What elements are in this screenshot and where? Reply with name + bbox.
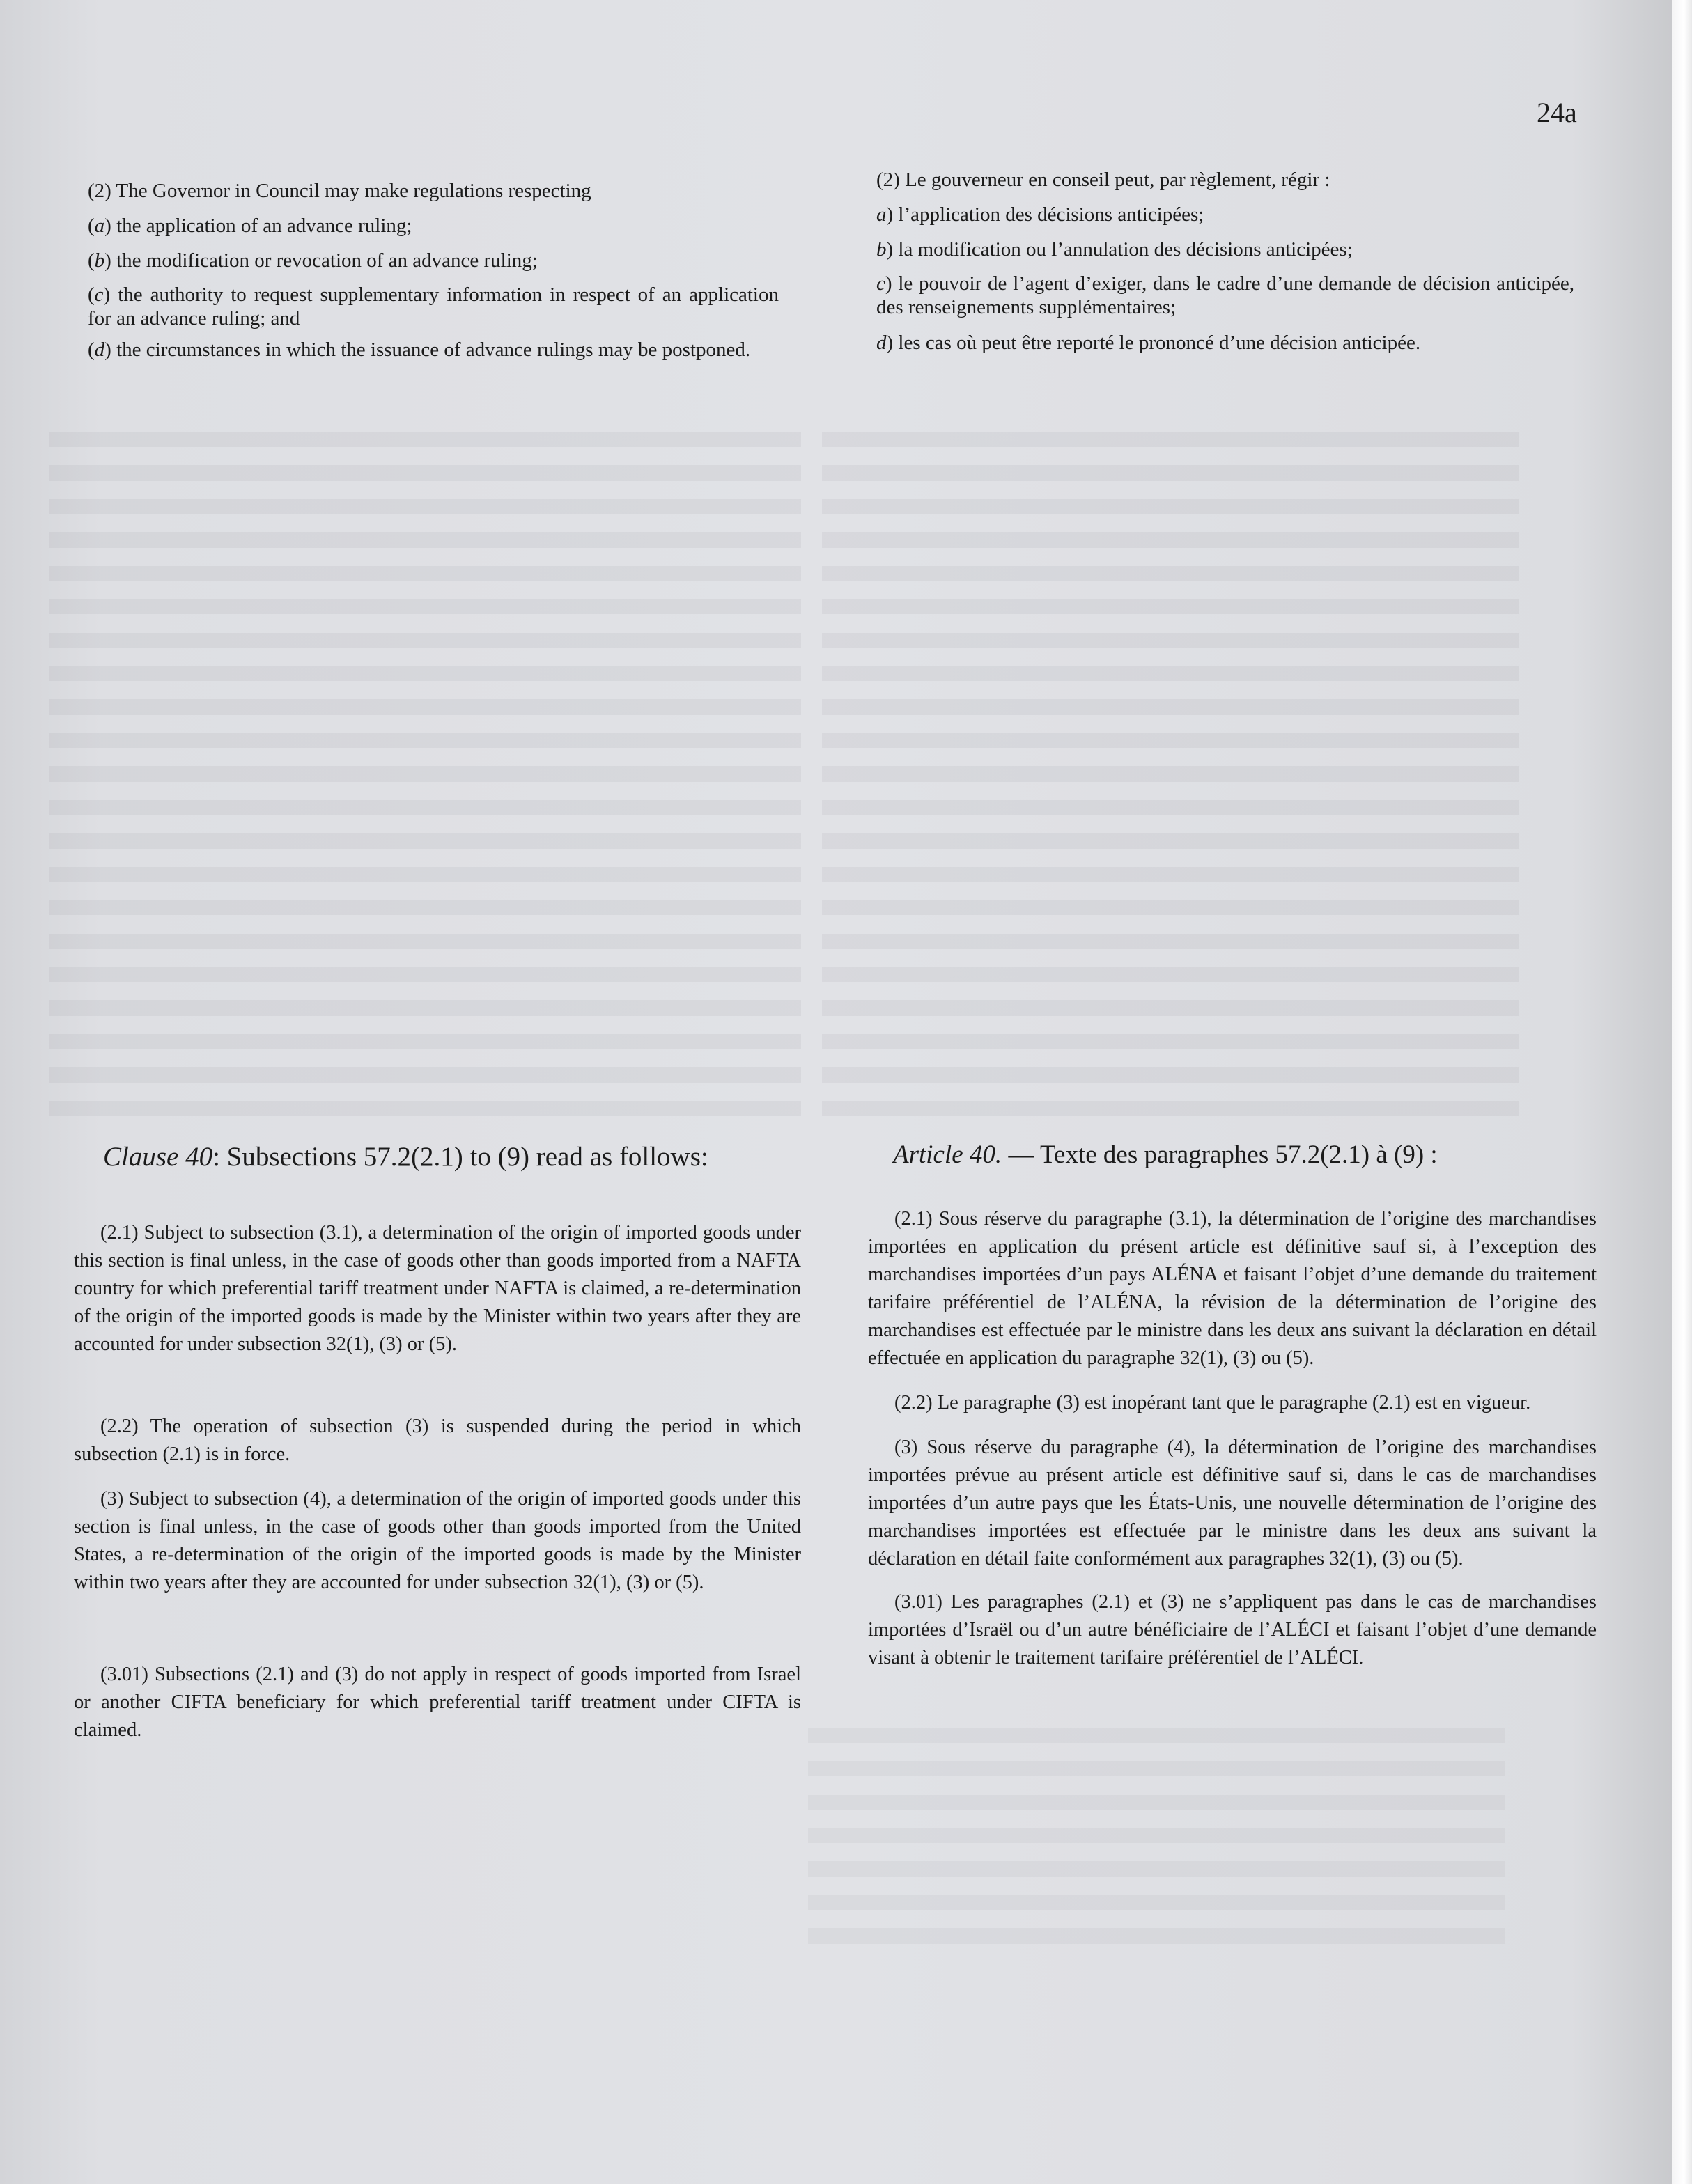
paragraph-2-2: (2.2) The operation of subsection (3) is suspended during the period in which subsection (2.1) is in force. [74, 1416, 801, 1465]
clause-heading-text: — Texte des paragraphes 57.2(2.1) à (9) : [1002, 1140, 1438, 1169]
item-marker: c [876, 272, 885, 295]
item-marker: b [876, 238, 887, 261]
clause-label: Article 40. [893, 1140, 1002, 1169]
bleed-through-left [49, 432, 801, 1129]
page-edge [1672, 0, 1692, 2184]
item-marker: d [876, 332, 887, 354]
clause-body-fr [868, 1205, 1597, 1672]
clause-heading-fr [893, 1137, 1590, 1173]
clause-heading-en [74, 1138, 794, 1176]
regulations-en-item-a: (a) the application of an advance ruling; [88, 215, 412, 237]
paragraph-2-1: (2.1) Subject to subsection (3.1), a determination of the origin of imported goods under this section is final unless, in the case of goods other than goods imported from a NAFTA country for which preferential tariff treatment under NAFTA is claimed, a re-determination of the origin of the imported goods is made by the Minister within two years after they are accounted for under subsection 32(1), (3) or (5). [74, 1222, 801, 1355]
item-marker: d [94, 339, 105, 361]
item-marker: b [94, 249, 105, 272]
paragraph-2-1: (2.1) Sous réserve du paragraphe (3.1), la détermination de l’origine des marchandises importées en application du présent article est définitive sauf si, à l’exception des marchandises importées d’un pays ALÉNA et faisant l’objet d’une demande du traitement tarifaire préférentiel de l’ALÉNA, la révision de la détermination de l’origine des marchandises est effectuée par le ministre dans les deux ans suivant la déclaration en détail effectuée en application du paragraphe 32(1), (3) ou (5). [868, 1208, 1597, 1369]
paragraph-3: (3) Subject to subsection (4), a determination of the origin of imported goods under this section is final unless, in the case of goods other than goods imported from the United States, a re-determination of the origin of the imported goods is made by the Minister within two years after they are accounted for under subsection 32(1), (3) or (5). [74, 1488, 801, 1593]
regulations-fr-item-d: d) les cas où peut être reporté le prononcé d’une décision anticipée. [876, 332, 1421, 354]
item-marker: a [876, 203, 887, 226]
item-marker: c [94, 284, 104, 306]
clause-body-en [74, 1219, 801, 1744]
regulations-fr-item-c: c) le pouvoir de l’agent d’exiger, dans le cadre d’une demande de décision anticipée, des renseignements supplémentaires; [876, 272, 1574, 318]
regulations-en-item-c: (c) the authority to request supplementary information in respect of an application for an advance ruling; and [88, 284, 779, 330]
regulations-fr [876, 163, 1574, 361]
bleed-through-right [822, 432, 1519, 1129]
bleed-through-bottom [808, 1728, 1505, 1951]
regulations-en-intro: (2) The Governor in Council may make regulations respecting [88, 180, 591, 202]
paragraph-3: (3) Sous réserve du paragraphe (4), la détermination de l’origine des marchandises importées prévue au présent article est définitive sauf si, dans le cas de marchandises importées d’un autre pays que les États-Unis, une nouvelle détermination de l’origine des marchandises importées est effectuée par le ministre dans les deux ans suivant la déclaration en détail faite conformément aux paragraphes 32(1), (3) ou (5). [868, 1436, 1597, 1570]
regulations-fr-item-a: a) l’application des décisions anticipées; [876, 203, 1204, 226]
item-marker: a [94, 215, 105, 237]
regulations-en-item-b: (b) the modification or revocation of an advance ruling; [88, 249, 538, 272]
regulations-fr-intro: (2) Le gouverneur en conseil peut, par règlement, régir : [876, 169, 1330, 191]
regulations-en [88, 174, 779, 364]
clause-label: Clause 40 [103, 1142, 213, 1172]
page-number: 24a [1537, 97, 1577, 128]
paragraph-3-01: (3.01) Subsections (2.1) and (3) do not apply in respect of goods imported from Israel or another CIFTA beneficiary for which preferential tariff treatment under CIFTA is claimed. [74, 1664, 801, 1741]
paragraph-3-01: (3.01) Les paragraphes (2.1) et (3) ne s’appliquent pas dans le cas de marchandises importées d’Israël ou d’un autre bénéficiaire de l’ALÉCI et faisant l’objet d’une demande visant à obtenir le traitement tarifaire préférentiel de l’ALÉCI. [868, 1591, 1597, 1668]
regulations-fr-item-b: b) la modification ou l’annulation des décisions anticipées; [876, 238, 1353, 261]
paragraph-2-2: (2.2) Le paragraphe (3) est inopérant tant que le paragraphe (2.1) est en vigueur. [894, 1392, 1531, 1414]
clause-heading-text: : Subsections 57.2(2.1) to (9) read as follows: [212, 1142, 708, 1172]
regulations-en-item-d: (d) the circumstances in which the issuance of advance rulings may be postponed. [88, 339, 751, 361]
